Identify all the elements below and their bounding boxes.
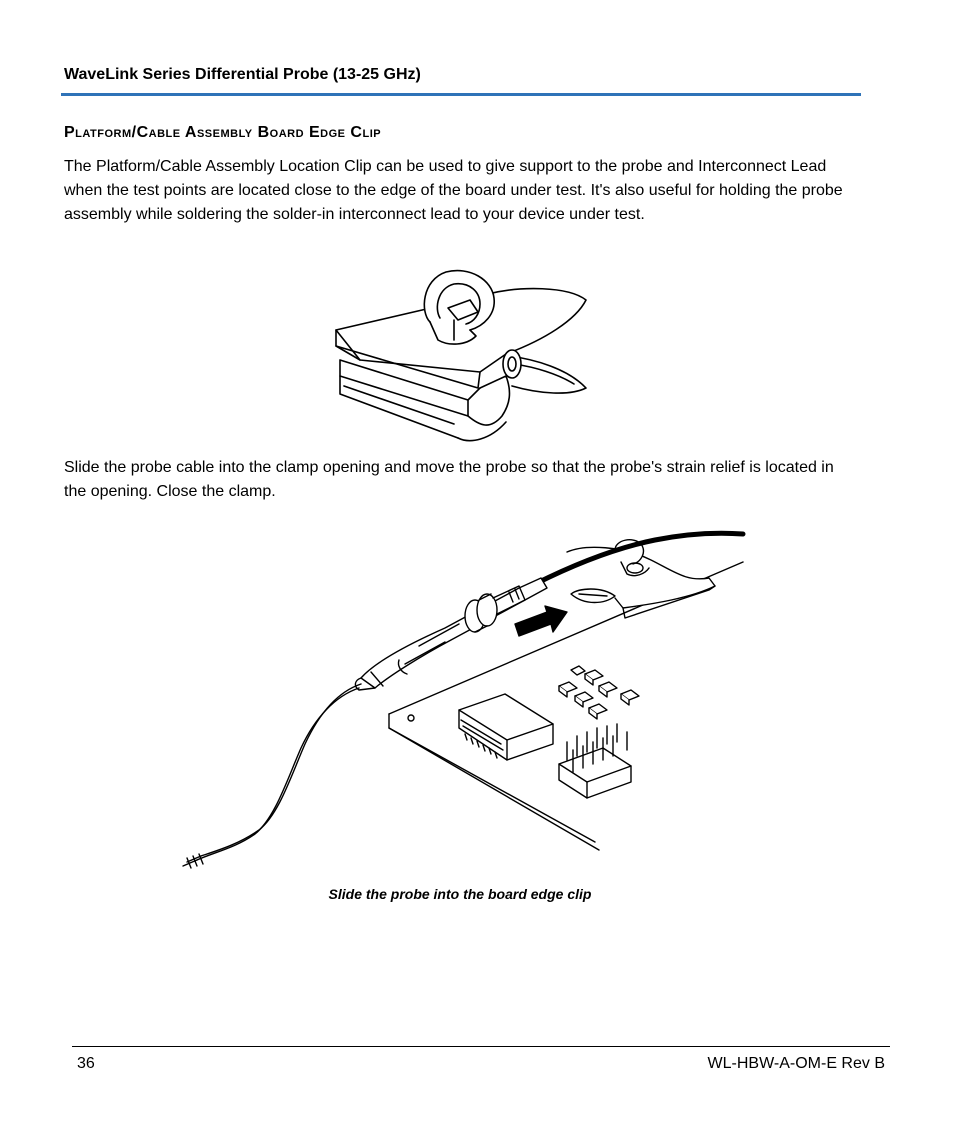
header-rule (61, 93, 861, 96)
body-paragraph: Slide the probe cable into the clamp opening and move the probe so that the probe's strain relief is located in the opening. Close the clamp. (64, 459, 834, 500)
section-title: Platform/Cable Assembly Board Edge Clip (64, 124, 382, 141)
page-number: 36 (77, 1055, 95, 1072)
footer-rule (72, 1046, 890, 1047)
figure-caption: Slide the probe into the board edge clip (328, 886, 592, 902)
body-paragraph: The Platform/Cable Assembly Location Clip can be used to give support to the probe and Interconnect Lead when the test points are located close to the edge of the board under test. It's also useful for holding the probe assembly while soldering the solder-in interconnect lead to your device under test. (64, 158, 843, 223)
document-id: WL-HBW-A-OM-E Rev B (707, 1055, 885, 1072)
running-header: WaveLink Series Differential Probe (13-25 GHz) (64, 66, 421, 83)
board-edge-clip-illustration (330, 264, 592, 448)
probe-into-clip-illustration (175, 528, 750, 873)
